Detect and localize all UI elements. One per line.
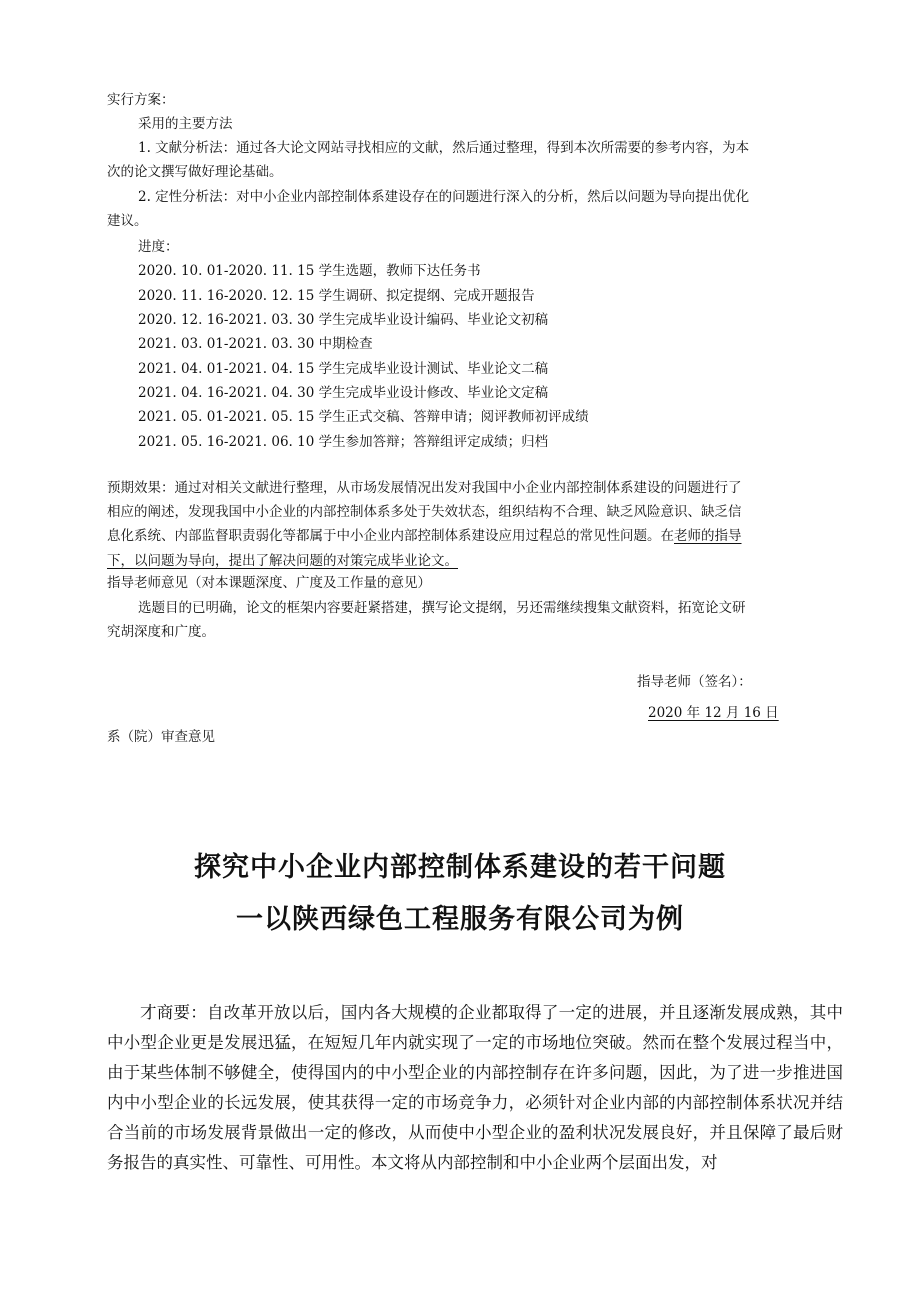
advisor-heading: 指导老师意见（对本课题深度、广度及工作量的意见） [107, 575, 431, 591]
paper-title-line2: 一以陕西绿色工程服务有限公司为例 [236, 904, 684, 935]
advisor-line2: 究胡深度和广度。 [107, 624, 215, 640]
expected-line4: 下，以问题为导向，提出了解决问题的对策完成毕业论文。 [107, 553, 458, 569]
schedule-item: 2021. 04. 16-2021. 04. 30 学生完成毕业设计修改、毕业论文定稿 [138, 385, 549, 401]
method1-line1: 1. 文献分析法：通过各大论文网站寻找相应的文献，然后通过整理，得到本次所需要的参考内容，为本 [138, 140, 750, 156]
advisor-line1: 选题目的已明确，论文的框架内容要赶紧搭建，撰写论文提纲，另还需继续搜集文献资料，拓宽论文研 [138, 600, 746, 616]
expected-line1: 预期效果：通过对相关文献进行整理，从市场发展情况出发对我国中小企业内部控制体系建设的问题进行了 [107, 480, 742, 496]
progress-heading: 进度： [138, 239, 179, 255]
methods-heading: 采用的主要方法 [138, 116, 233, 132]
schedule-item: 2020. 11. 16-2020. 12. 15 学生调研、拟定提纲、完成开题报告 [138, 288, 535, 304]
expected-line2: 相应的阐述，发现我国中小企业的内部控制体系多处于失效状态，组织结构不合理、缺乏风险意识、缺乏信 [107, 504, 742, 520]
method2-line1: 2. 定性分析法：对中小企业内部控制体系建设存在的问题进行深入的分析，然后以问题为导向提出优化 [138, 189, 750, 205]
schedule-item: 2021. 03. 01-2021. 03. 30 中期检查 [138, 336, 373, 352]
expected-line3 [107, 524, 742, 548]
method2-line2: 建议。 [107, 213, 148, 229]
plan-heading: 实行方案： [107, 92, 175, 108]
method1-line2: 次的论文撰写做好理论基础。 [107, 164, 283, 180]
schedule-item: 2021. 04. 01-2021. 04. 15 学生完成毕业设计测试、毕业论文二稿 [138, 361, 549, 377]
schedule-item: 2020. 12. 16-2021. 03. 30 学生完成毕业设计编码、毕业论文初稿 [138, 312, 549, 328]
schedule-item: 2020. 10. 01-2020. 11. 15 学生选题，教师下达任务书 [138, 263, 481, 279]
schedule-item: 2021. 05. 16-2021. 06. 10 学生参加答辩；答辩组评定成绩；归档 [138, 434, 549, 450]
signature-date: 2020 年 12 月 16 日 [648, 705, 779, 721]
schedule-item: 2021. 05. 01-2021. 05. 15 学生正式交稿、答辩申请；阅评教师初评成绩 [138, 409, 589, 425]
expected-line3-text: 息化系统、内部监督职责弱化等都属于中小企业内部控制体系建设应用过程总的常见性问题。在 [107, 528, 674, 544]
paper-abstract: 才商要：自改革开放以后，国内各大规模的企业都取得了一定的进展，并且逐渐发展成熟，其中中小型企业更是发展迅猛，在短短几年内就实现了一定的市场地位突破。然而在整个发展过程当中，由于某些体制不够健全，使得国内的中小型企业的内部控制存在许多问题，因此，为了进一步推进国内中小型企业的长远发展，使其获得一定的市场竞争力，必须针对企业内部的内部控制体系状况并结合当前的市场发展背景做出一定的修改，从而使中小型企业的盈利状况发展良好，并且保障了最后财务报告的真实性、可靠性、可用性。本文将从内部控制和中小企业两个层面出发，对 [107, 1003, 843, 1172]
department-review-label: 系（院）审查意见 [107, 729, 215, 745]
signature-label: 指导老师（签名）： [637, 674, 752, 690]
paper-title-line1: 探究中小企业内部控制体系建设的若干问题 [194, 852, 726, 883]
expected-line3-underlined: 老师的指导 [674, 528, 742, 544]
